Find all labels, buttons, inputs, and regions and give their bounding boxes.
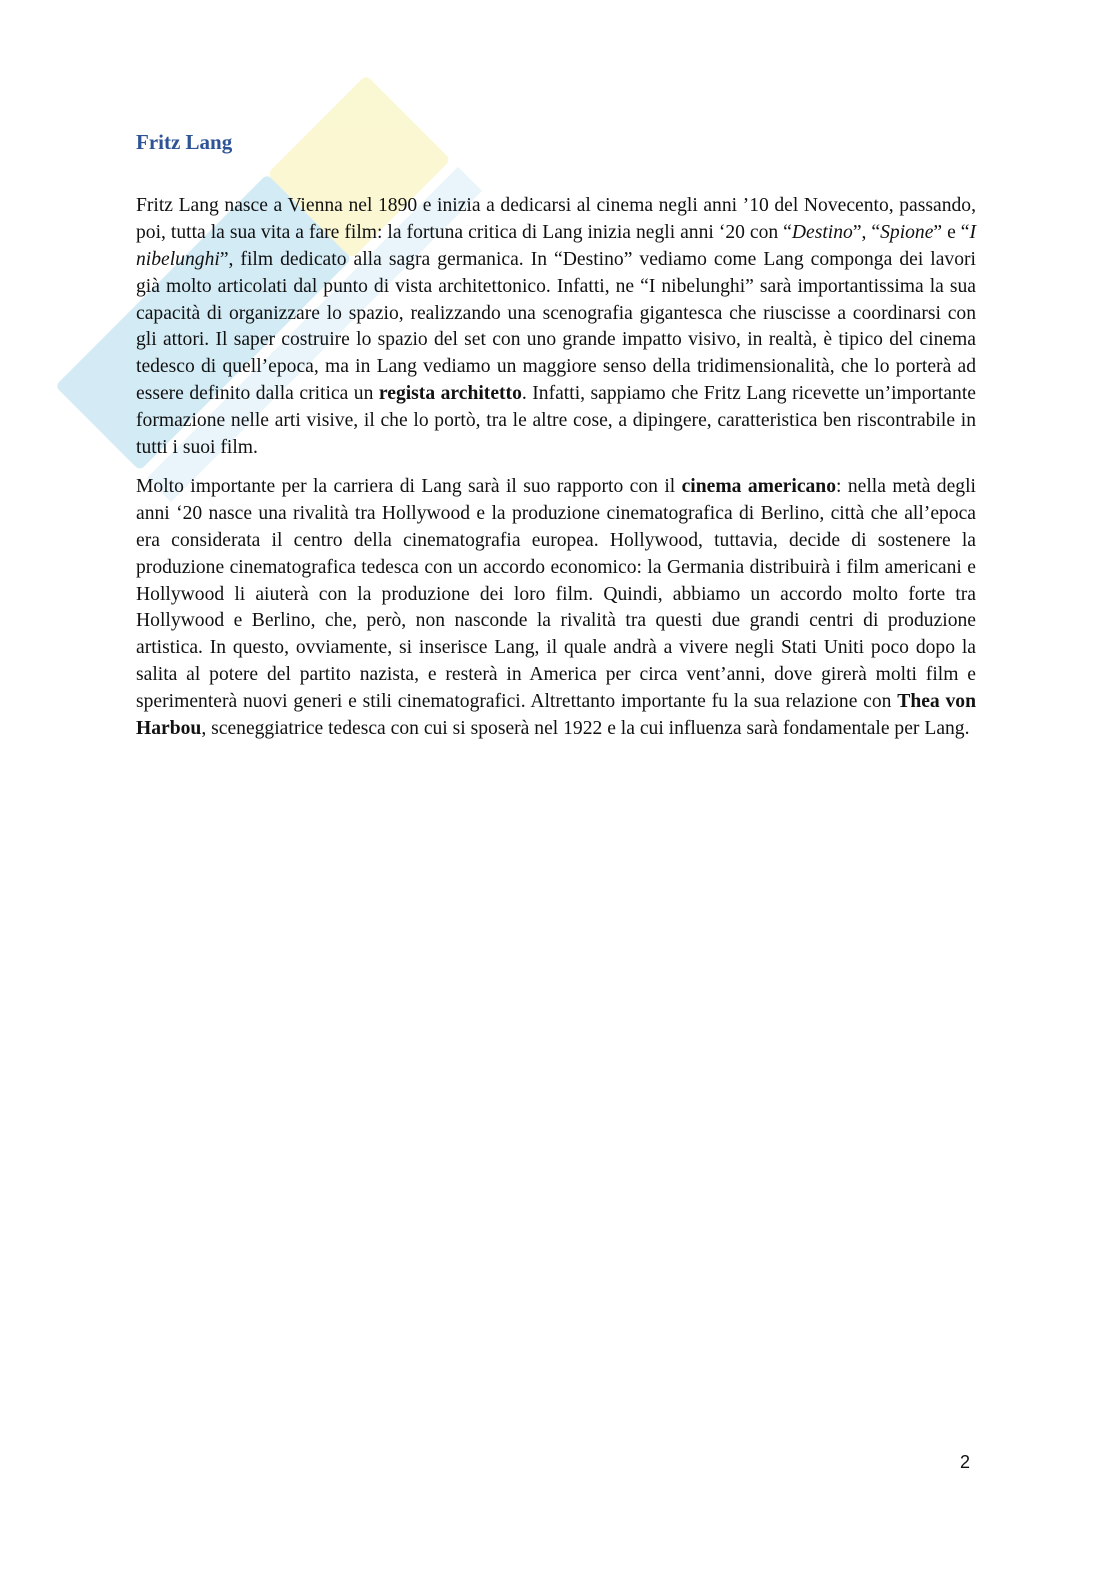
document-page bbox=[136, 128, 976, 755]
film-title: Destino bbox=[791, 222, 853, 244]
text-run: . Infatti, sappiamo che Fritz Lang ricevette un’importante formazione nelle arti visive, il che lo portò, tra le altre cose, a dipingere, caratteristica ben riscontrabile in tutti i suoi film. bbox=[136, 382, 976, 458]
text-run: ”, “ bbox=[852, 222, 881, 244]
document-heading: Fritz Lang bbox=[136, 130, 233, 154]
bold-term: regista architetto bbox=[378, 382, 522, 404]
film-title: I nibelunghi bbox=[136, 222, 976, 270]
text-run: Fritz Lang nasce a Vienna nel 1890 e inizia a dedicarsi al cinema negli anni ’10 del Novecento, passando, poi, tutta la sua vita a fare film: la fortuna critica di Lang inizia negli anni ‘20 con “ bbox=[136, 195, 976, 244]
text-run: : nella metà degli anni ‘20 nasce una rivalità tra Hollywood e la produzione cinematografica di Berlino, città che all’epoca era considerata il centro della cinematografia europea. Hollywood, tuttavia, decide di sostenere la produzione cinematografica tedesca con un accordo economico: la Germania distribuirà i film americani e Hollywood li aiuterà con la produzione dei loro film. Quindi, abbiamo un accordo molto forte tra Hollywood e Berlino, che, però, non nasconde la rivalità tra questi due grandi centri di produzione artistica. In questo, ovviamente, si inserisce Lang, il quale andrà a vivere negli Stati Uniti poco dopo la salita al potere del partito nazista, e resterà in America per circa vent’anni, dove girerà molti film e sperimenterà nuovi generi e stili cinematografici. Altrettanto importante fu la sua relazione con bbox=[136, 476, 976, 712]
text-run: ” e “ bbox=[933, 222, 970, 244]
paragraph-1 bbox=[136, 193, 976, 461]
paragraph-2 bbox=[136, 474, 976, 742]
text-run: ”, film dedicato alla sagra germanica. In “Destino” vediamo come Lang componga dei lavori già molto articolati dal punto di vista architettonico. Infatti, ne “I nibelunghi” sarà importantissima la sua capacità di organizzare lo spazio, realizzando una scenografia gigantesca che riuscisse a coordinarsi con gli attori. Il saper costruire lo spazio del set con uno grande impatto visivo, in realtà, è tipico del cinema tedesco di quell’epoca, ma in Lang vediamo un maggiore senso della tridimensionalità, che lo porterà ad essere definito dalla critica un bbox=[136, 248, 976, 404]
text-run: , sceneggiatrice tedesca con cui si sposerà nel 1922 e la cui influenza sarà fondamentale per Lang. bbox=[201, 717, 970, 739]
film-title: Spione bbox=[880, 222, 934, 244]
bold-term: cinema americano bbox=[681, 476, 837, 498]
text-run: Molto importante per la carriera di Lang sarà il suo rapporto con il bbox=[136, 476, 682, 498]
bold-term: Thea von Harbou bbox=[136, 690, 976, 739]
page-number: 2 bbox=[960, 1452, 971, 1472]
